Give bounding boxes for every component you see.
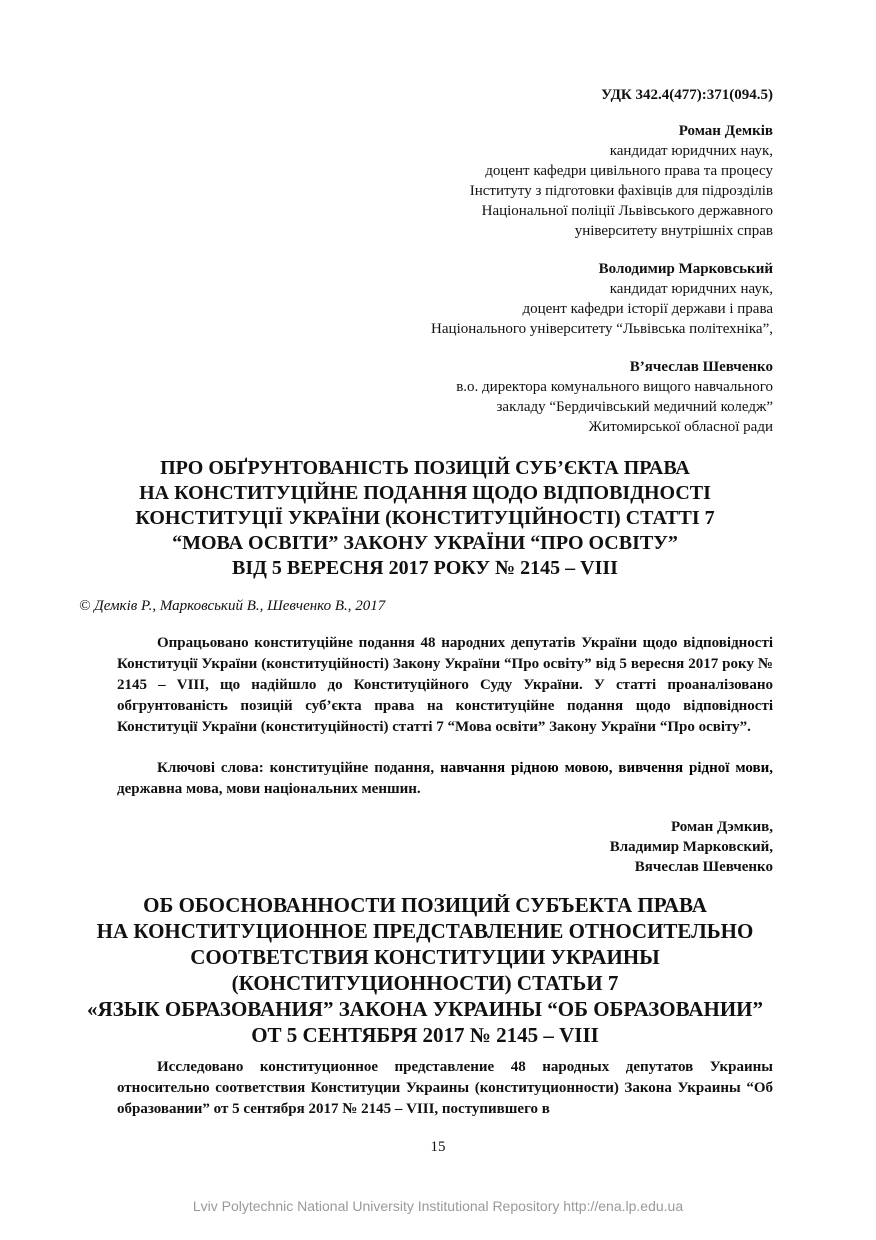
title-line: ПРО ОБҐРУНТОВАНІСТЬ ПОЗИЦІЙ СУБ’ЄКТА ПРАВА	[160, 457, 690, 479]
abstract-ua: Опрацьовано конституційне подання 48 народних депутатів України щодо відповідності Конституції України (конституційності) Закону України “Про освіту” від 5 вересня 2017 року № 2145 – VIII, що надійшло до Конституційного Суду України. У статті проаналізовано обгрунтованість позицій суб’єкта права на конституційне подання щодо відповідності Конституції України (конституційності) статті 7 “Мова освіти” Закону України “Про освіту”.	[117, 635, 773, 735]
keywords-ua	[117, 758, 773, 800]
author-affiliation-line: закладу “Бердичівський медичний коледж”	[496, 399, 773, 415]
author-block-demkiv	[470, 121, 773, 241]
keywords-part: державна мова, мови національних меншин.	[117, 781, 421, 797]
title-line: “МОВА ОСВІТИ” ЗАКОНУ УКРАЇНИ “ПРО ОСВІТУ”	[172, 532, 678, 554]
title-line: НА КОНСТИТУЦИОННОЕ ПРЕДСТАВЛЕНИЕ ОТНОСИТЕЛЬНО	[96, 919, 754, 943]
author-affiliation-line: доцент кафедри історії держави і права	[522, 301, 773, 317]
title-line: СООТВЕТСТВИЯ КОНСТИТУЦИИ УКРАИНЫ	[190, 945, 660, 969]
author-affiliation-line: кандидат юридчних наук,	[609, 281, 773, 297]
title-line: «ЯЗЫК ОБРАЗОВАНИЯ” ЗАКОНА УКРАИНЫ “ОБ ОБРАЗОВАНИИ”	[87, 997, 763, 1021]
author-affiliation-line: Інституту з підготовки фахівців для підрозділів	[469, 183, 773, 199]
article-title-ru	[60, 892, 790, 1048]
title-line: ОТ 5 СЕНТЯБРЯ 2017 № 2145 – VIII	[251, 1023, 599, 1047]
author-affiliation-line: в.о. директора комунального вищого навчального	[456, 379, 773, 395]
author-block-markovskyi	[431, 259, 773, 339]
author-affiliation-line: університету внутрішніх справ	[574, 223, 773, 239]
author-name: В’ячеслав Шевченко	[629, 359, 773, 375]
author-block-shevchenko	[456, 357, 773, 437]
authors-ru	[610, 817, 773, 877]
udk-code: УДК 342.4(477):371(094.5)	[601, 87, 773, 103]
title-line: (КОНСТИТУЦИОННОСТИ) СТАТЬИ 7	[231, 971, 619, 995]
copyright-line: © Демків Р., Марковський В., Шевченко В., 2017	[79, 598, 386, 614]
title-line: НА КОНСТИТУЦІЙНЕ ПОДАННЯ ЩОДО ВІДПОВІДНОСТІ	[139, 482, 711, 504]
keywords-part: навчання рідною мовою, вивчення рідної мови,	[440, 760, 773, 776]
author-affiliation-line: кандидат юридчних наук,	[609, 143, 773, 159]
article-title-ua	[60, 456, 790, 581]
author-name-ru: Вячеслав Шевченко	[634, 859, 773, 875]
author-name: Роман Демків	[678, 123, 773, 139]
abstract-ru: Исследовано конституционное представление 48 народных депутатов Украины относительно соответствия Конституции Украины (конституционности) Закона Украины “Об образовании” от 5 сентября 2017 № 2145 – VIII, поступившего в	[117, 1059, 773, 1117]
title-line: КОНСТИТУЦІЇ УКРАЇНИ (КОНСТИТУЦІЙНОСТІ) СТАТТІ 7	[135, 507, 715, 529]
page-number: 15	[430, 1139, 446, 1155]
repository-footer: Lviv Polytechnic National University Institutional Repository http://ena.lp.edu.ua	[192, 1198, 684, 1214]
author-affiliation-line: Житомирської обласної ради	[588, 419, 773, 435]
author-affiliation-line: доцент кафедри цивільного права та процесу	[485, 163, 773, 179]
author-affiliation-line: Національного університету “Львівська політехніка”,	[431, 321, 773, 337]
author-affiliation-line: Національної поліції Львівського державного	[481, 203, 773, 219]
author-name: Володимир Марковський	[598, 261, 773, 277]
title-line: ОБ ОБОСНОВАННОСТИ ПОЗИЦИЙ СУБЪЕКТА ПРАВА	[143, 893, 707, 917]
title-line: ВІД 5 ВЕРЕСНЯ 2017 РОКУ № 2145 – VIII	[232, 557, 618, 579]
keywords-part: Ключові слова: конституційне подання,	[157, 760, 441, 776]
author-name-ru: Роман Дэмкив,	[670, 819, 773, 835]
author-name-ru: Владимир Марковский,	[609, 839, 773, 855]
